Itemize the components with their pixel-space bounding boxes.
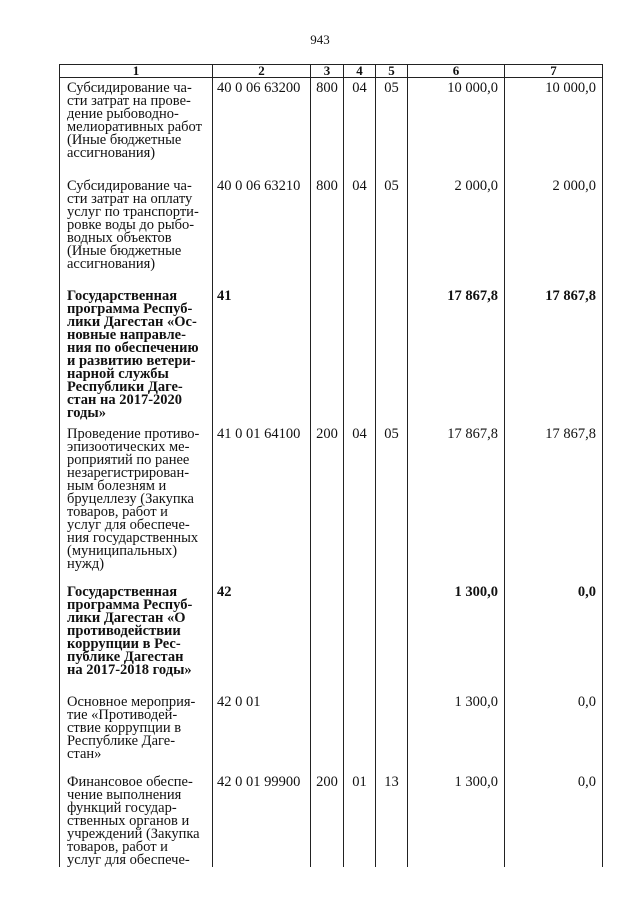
row-section: 04 (344, 424, 376, 582)
row-amount-col7: 0,0 (505, 772, 603, 867)
row-name: Государственная программа Респуб- лики Дагестан «Ос- новные направле- ния по обеспечению и развитию ветери- нарной службы Республики Даге- стан на 2017-2020 годы» (60, 286, 213, 424)
row-amount-col7: 17 867,8 (505, 424, 603, 582)
table-row (60, 772, 603, 867)
column-header-1: 1 (60, 65, 213, 78)
row-subsection: 05 (376, 176, 408, 286)
row-code: 40 0 06 63210 (213, 176, 311, 286)
row-subsection (376, 582, 408, 692)
row-expense-type (311, 286, 344, 424)
row-subsection: 13 (376, 772, 408, 867)
row-expense-type (311, 582, 344, 692)
row-section (344, 286, 376, 424)
budget-table (59, 64, 603, 867)
row-expense-type (311, 692, 344, 772)
table-row (60, 692, 603, 772)
row-amount-col7: 2 000,0 (505, 176, 603, 286)
row-expense-type: 200 (311, 772, 344, 867)
row-amount-col6: 1 300,0 (408, 772, 505, 867)
row-section: 04 (344, 176, 376, 286)
table-row (60, 424, 603, 582)
row-amount-col7: 0,0 (505, 692, 603, 772)
row-name: Государственная программа Респуб- лики Дагестан «О противодействии коррупции в Рес- публике Дагестан на 2017-2018 годы» (60, 582, 213, 692)
table-row (60, 78, 603, 176)
row-subsection (376, 286, 408, 424)
row-name: Финансовое обеспе- чение выполнения функций государ- ственных органов и учреждений (Закупка товаров, работ и услуг для обеспече- (60, 772, 213, 867)
row-name: Субсидирование ча- сти затрат на оплату услуг по транспорти- ровке воды до рыбо- водных объектов (Иные бюджетные ассигнования) (60, 176, 213, 286)
column-header-5: 5 (376, 65, 408, 78)
row-expense-type: 800 (311, 176, 344, 286)
column-header-4: 4 (344, 65, 376, 78)
table-row (60, 286, 603, 424)
table-header-row (60, 65, 603, 78)
row-code: 42 (213, 582, 311, 692)
column-header-3: 3 (311, 65, 344, 78)
table-row (60, 176, 603, 286)
row-amount-col7: 0,0 (505, 582, 603, 692)
row-section (344, 582, 376, 692)
row-name: Проведение противо- эпизоотических ме- роприятий по ранее незарегистрирован- ным болезням и бруцеллезу (Закупка товаров, работ и услуг для обеспече- ния государственных (муниципальных) нужд) (60, 424, 213, 582)
row-amount-col7: 10 000,0 (505, 78, 603, 176)
column-header-7: 7 (505, 65, 603, 78)
table-row (60, 582, 603, 692)
row-code: 41 0 01 64100 (213, 424, 311, 582)
row-name: Основное мероприя- тие «Противодей- ствие коррупции в Республике Даге- стан» (60, 692, 213, 772)
row-amount-col7: 17 867,8 (505, 286, 603, 424)
row-code: 40 0 06 63200 (213, 78, 311, 176)
row-amount-col6: 1 300,0 (408, 692, 505, 772)
row-subsection (376, 692, 408, 772)
row-amount-col6: 1 300,0 (408, 582, 505, 692)
row-subsection: 05 (376, 78, 408, 176)
row-expense-type: 200 (311, 424, 344, 582)
page-number: 943 (310, 32, 330, 47)
row-subsection: 05 (376, 424, 408, 582)
row-section (344, 692, 376, 772)
row-amount-col6: 10 000,0 (408, 78, 505, 176)
row-code: 42 0 01 99900 (213, 772, 311, 867)
row-code: 42 0 01 (213, 692, 311, 772)
row-amount-col6: 2 000,0 (408, 176, 505, 286)
row-section: 04 (344, 78, 376, 176)
column-header-6: 6 (408, 65, 505, 78)
row-expense-type: 800 (311, 78, 344, 176)
row-name: Субсидирование ча- сти затрат на прове- дение рыбоводно- мелиоративных работ (Иные бюджетные ассигнования) (60, 78, 213, 176)
row-amount-col6: 17 867,8 (408, 286, 505, 424)
table-body (60, 78, 603, 867)
row-section: 01 (344, 772, 376, 867)
column-header-2: 2 (213, 65, 311, 78)
row-code: 41 (213, 286, 311, 424)
row-amount-col6: 17 867,8 (408, 424, 505, 582)
